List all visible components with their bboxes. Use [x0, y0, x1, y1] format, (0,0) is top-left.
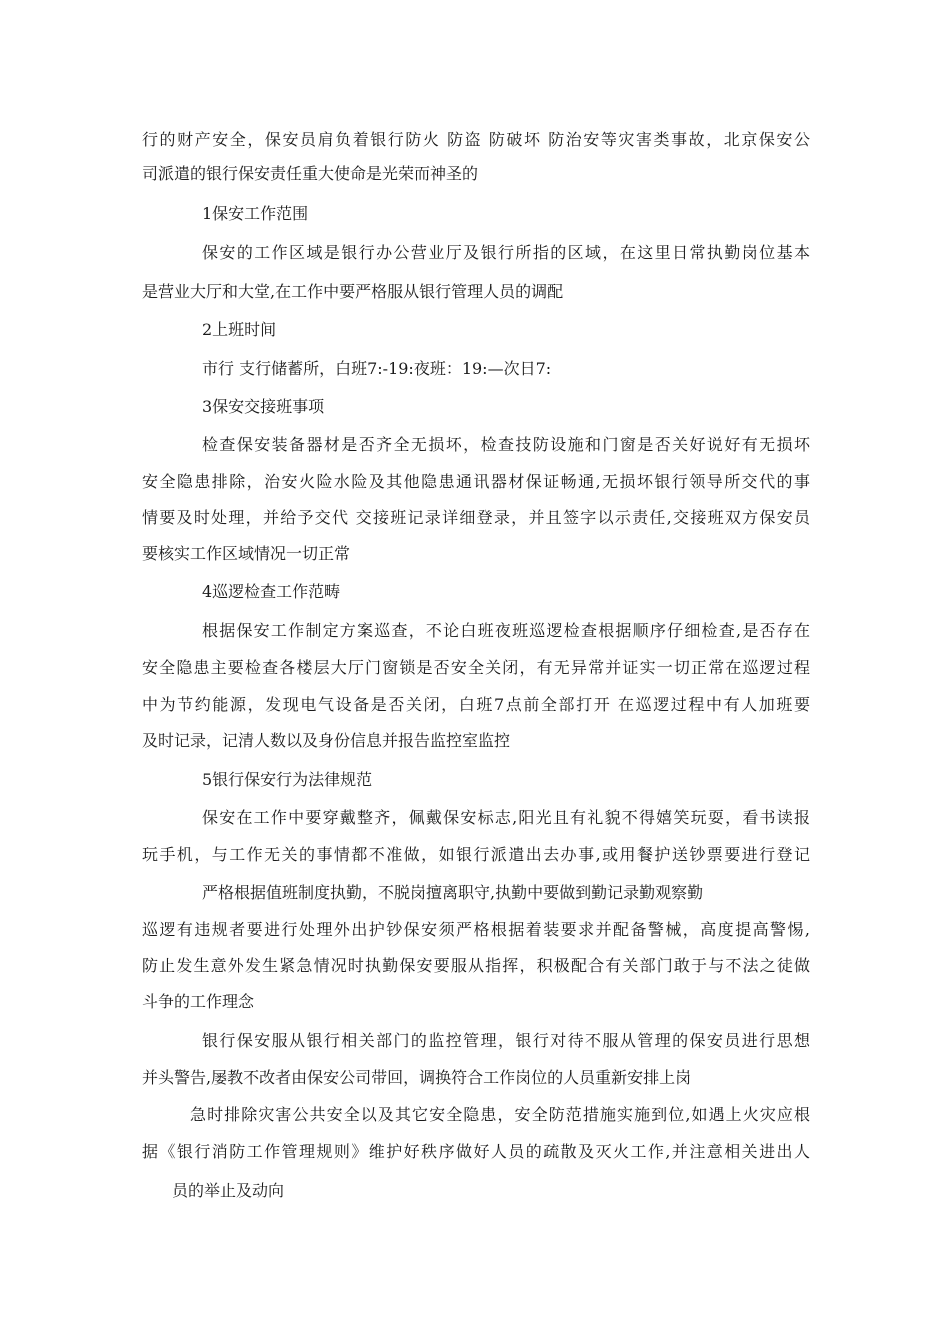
text-line: 保安的工作区域是银行办公营业厅及银行所指的区域，在这里日常执勤岗位基本 [202, 243, 810, 262]
text-line: 急时排除灾害公共安全以及其它安全隐患，安全防范措施实施到位,如遇上火灾应根 [190, 1105, 810, 1124]
text-line: 银行保安服从银行相关部门的监控管理，银行对待不服从管理的保安员进行思想 [202, 1031, 810, 1050]
text-line: 中为节约能源，发现电气设备是否关闭，白班7点前全部打开 在巡逻过程中有人加班要 [142, 695, 810, 714]
text-line: 行的财产安全，保安员肩负着银行防火 防盗 防破坏 防治安等灾害类事故，北京保安公 [142, 130, 810, 149]
text-line: 要核实工作区域情况一切正常 [142, 544, 351, 563]
text-line: 玩手机，与工作无关的事情都不准做，如银行派遣出去办事,或用餐护送钞票要进行登记 [142, 845, 810, 864]
text-line: 保安在工作中要穿戴整齐，佩戴保安标志,阳光且有礼貌不得嬉笑玩耍，看书读报 [202, 808, 810, 827]
text-line: 并头警告,屡教不改者由保安公司带回，调换符合工作岗位的人员重新安排上岗 [142, 1068, 692, 1087]
text-line: 据《银行消防工作管理规则》维护好秩序做好人员的疏散及灭火工作,并注意相关进出人 [142, 1142, 810, 1161]
text-line: 4巡逻检查工作范畴 [202, 582, 341, 601]
text-line: 市行 支行储蓄所，白班7:-19:夜班：19:—次日7: [202, 359, 552, 378]
text-line: 巡逻有违规者要进行处理外出护钞保安须严格根据着装要求并配备警械，高度提高警惕, [142, 920, 810, 939]
text-line: 是营业大厅和大堂,在工作中要严格服从银行管理人员的调配 [142, 282, 564, 301]
text-line: 斗争的工作理念 [142, 992, 255, 1011]
text-line: 司派遣的银行保安责任重大使命是光荣而神圣的 [142, 164, 479, 183]
text-line: 根据保安工作制定方案巡查，不论白班夜班巡逻检查根据顺序仔细检查,是否存在 [202, 621, 810, 640]
text-line: 安全隐患主要检查各楼层大厅门窗锁是否安全关闭，有无异常并证实一切正常在巡逻过程 [142, 658, 810, 677]
text-line: 情要及时处理，并给予交代 交接班记录详细登录，并且签字以示责任,交接班双方保安员 [142, 508, 810, 527]
text-line: 5银行保安行为法律规范 [202, 770, 373, 789]
text-line: 2上班时间 [202, 320, 277, 339]
text-line: 1保安工作范围 [202, 204, 309, 223]
text-line: 检查保安装备器材是否齐全无损坏，检查技防设施和门窗是否关好说好有无损坏 [202, 435, 810, 454]
text-line: 3保安交接班事项 [202, 397, 325, 416]
text-line: 及时记录，记清人数以及身份信息并报告监控室监控 [142, 731, 511, 750]
text-line: 严格根据值班制度执勤，不脱岗擅离职守,执勤中要做到勤记录勤观察勤 [202, 883, 704, 902]
text-line: 防止发生意外发生紧急情况时执勤保安要服从指挥，积极配合有关部门敢于与不法之徒做 [142, 956, 810, 975]
text-line: 安全隐患排除，治安火险水险及其他隐患通讯器材保证畅通,无损坏银行领导所交代的事 [142, 472, 810, 491]
text-line: 员的举止及动向 [172, 1181, 285, 1200]
